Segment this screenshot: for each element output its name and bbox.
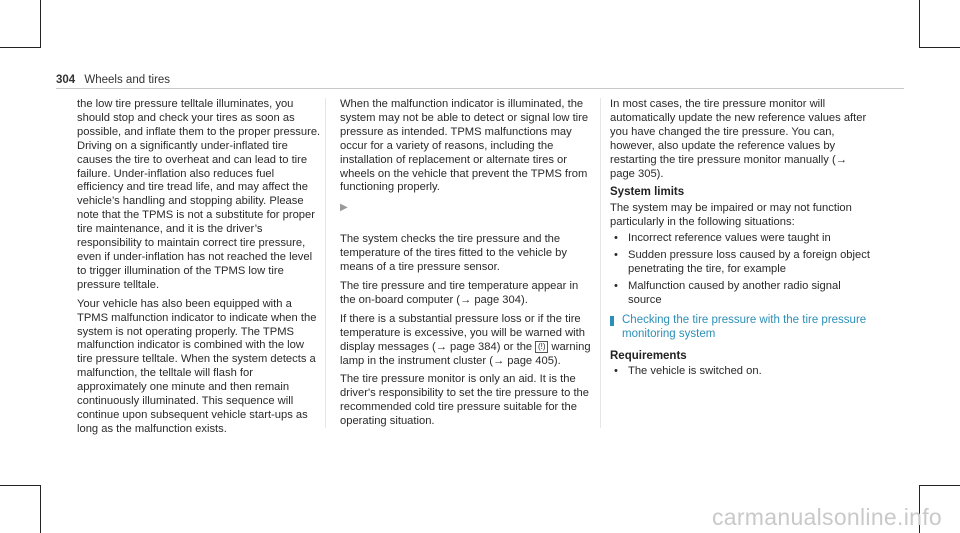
crop-mark [0, 47, 40, 48]
section-marker [610, 316, 614, 326]
system-limits-heading: System limits [610, 186, 685, 199]
text: If there is a substantial pressure loss or if the tire temperature is excessive, you will be warned with display messages (→ page 384) or the [340, 312, 585, 353]
paragraph: In most cases, the tire pressure monitor will automatically update the new reference values after you have changed the tire pressure. You can, however, also update the reference values by restarting the tire pressure monitor manually (→ page 305). [610, 98, 867, 180]
paragraph: The tire pressure monitor is only an aid. It is the driver's responsibility to set the tire pressure to the recommended cold tire pressure suitable for the operating situation. [340, 373, 589, 428]
column-2 [340, 98, 594, 434]
paragraph: The system may be impaired or may not function particularly in the following situations: [610, 202, 852, 229]
section-heading-text: Checking the tire pressure with the tire pressure monitoring system [622, 313, 867, 340]
crop-mark [919, 0, 920, 48]
page-number: 304 [56, 74, 76, 86]
paragraph: the low tire pressure telltale illuminates, you should stop and check your tires as soon as possible, and inflate them to the proper pressure. Driving on a significantly under-inflated tire causes the tire to overheat and can lead to tire failure. Under-inflation also reduces fuel efficiency and tire tread life, and may affect the vehicle’s handling and stopping ability. Please note that the TPMS is not a substitute for proper tire maintenance, and it is the driver’s responsibility to maintain correct tire pressure, even if under-inflation has not reached the level to trigger illumination of the TPMS low tire pressure telltale. [77, 98, 321, 291]
page-header [56, 74, 170, 86]
crop-mark [40, 485, 41, 533]
text: warning lamp in the instrument cluster (→ page 405). [340, 340, 591, 367]
column-divider [600, 98, 601, 428]
requirements-heading: Requirements [610, 349, 687, 362]
paragraph [340, 313, 594, 369]
column-3 [610, 98, 870, 383]
section-title-header: Wheels and tires [84, 74, 171, 86]
list-item: • Malfunction caused by another radio signal source [628, 280, 870, 308]
crop-mark [920, 485, 960, 486]
column-divider [325, 98, 326, 428]
list-item: • Incorrect reference values were taught in [628, 232, 870, 246]
list-item: • The vehicle is switched on. [628, 365, 870, 379]
section-heading [610, 314, 870, 342]
crop-mark [920, 47, 960, 48]
column-1 [77, 98, 322, 442]
header-divider [56, 88, 904, 89]
list-item: • Sudden pressure loss caused by a foreign object penetrating the tire, for example [628, 249, 870, 277]
continue-arrow-icon: ▶ [340, 202, 348, 214]
limits-list [610, 232, 870, 308]
watermark: carmanualsonline.info [711, 504, 942, 530]
paragraph: Your vehicle has also been equipped with a TPMS malfunction indicator to indicate when the system is not operating properly. The TPMS malfunction indicator is combined with the low tire pressure telltale. When the system detects a malfunction, the telltale will flash for approximately one minute and then remain continuously illuminated. This sequence will continue upon subsequent vehicle start-ups as long as the malfunction exists. [77, 297, 317, 435]
crop-mark [40, 0, 41, 48]
crop-mark [0, 485, 40, 486]
paragraph: The tire pressure and tire temperature appear in the on-board computer (→ page 304). [340, 279, 579, 306]
tire-pressure-warning-icon: (!) [535, 341, 548, 353]
paragraph: The system checks the tire pressure and the temperature of the tires fitted to the vehicle by means of a tire pressure sensor. [340, 233, 567, 274]
paragraph: When the malfunction indicator is illuminated, the system may not be able to detect or signal low tire pressure as intended. TPMS malfunctions may occur for a variety of reasons, including the installation of replacement or alternate tires or wheels on the vehicle that prevent the TPMS from functioning properly. [340, 98, 589, 194]
requirements-list [610, 365, 870, 379]
